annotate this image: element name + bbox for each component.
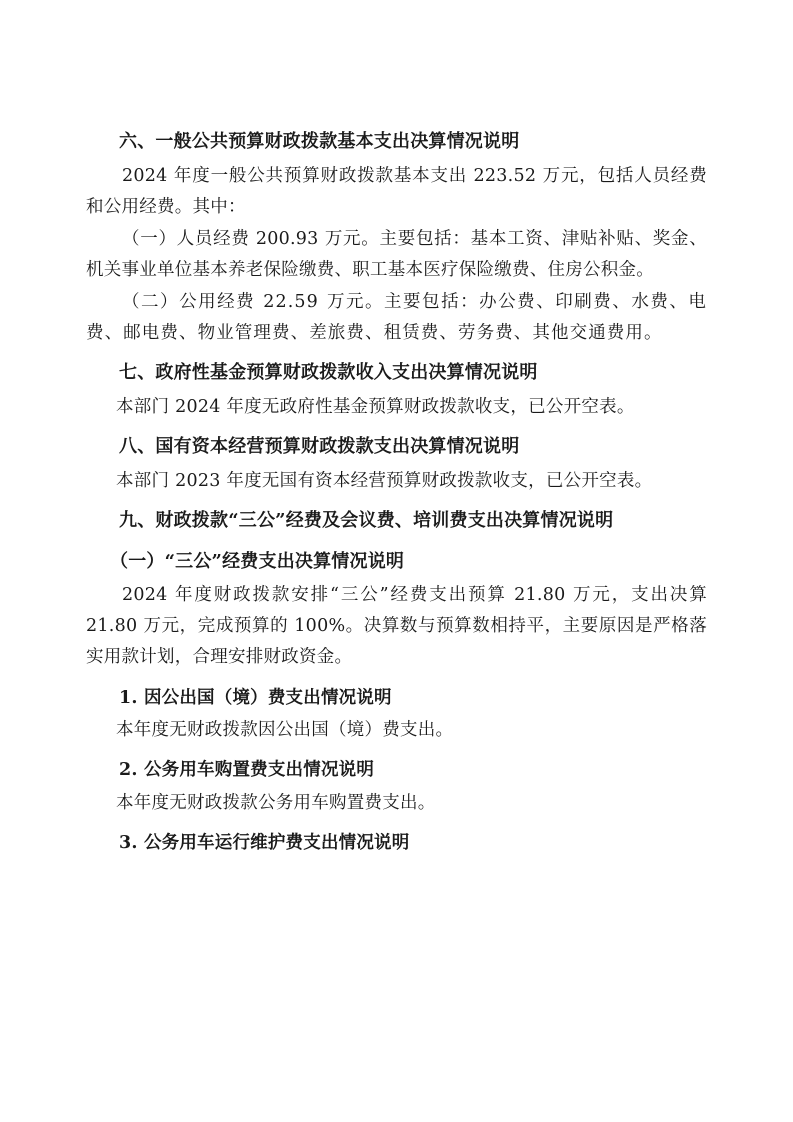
document-body <box>86 127 707 859</box>
section-heading-eight: 八、国有资本经营预算财政拨款支出决算情况说明 <box>119 436 520 458</box>
section-seven-paragraph: 本部门 2024 年度无政府性基金预算财政拨款收支，已公开空表。 <box>116 397 635 418</box>
section-nine-item-one-heading: 1. 因公出国（境）费支出情况说明 <box>119 687 392 708</box>
section-nine-subsection-one-paragraph: 2024 年度财政拨款安排“三公”经费支出预算 21.80 万元，支出决算 21.80 万元，完成预算的 100%。决算数与预算数相持平，主要原因是严格落实用款计划，合理安排财政资金。 <box>86 585 707 668</box>
section-heading-six: 六、一般公共预算财政拨款基本支出决算情况说明 <box>119 131 520 152</box>
section-six-paragraph-one: 2024 年度一般公共预算财政拨款基本支出 223.52 万元，包括人员经费和公用经费。其中： <box>86 165 707 217</box>
section-nine-item-one-paragraph: 本年度无财政拨款因公出国（境）费支出。 <box>116 720 454 741</box>
section-nine-item-two-heading: 2. 公务用车购置费支出情况说明 <box>119 760 375 781</box>
section-six-item-personnel-expenses: （一）人员经费 200.93 万元。主要包括：基本工资、津贴补贴、奖金、机关事业单位基本养老保险缴费、职工基本医疗保险缴费、住房公积金。 <box>86 228 707 281</box>
section-nine-item-two-paragraph: 本年度无财政拨款公务用车购置费支出。 <box>116 793 436 814</box>
section-eight-paragraph: 本部门 2023 年度无国有资本经营预算财政拨款收支，已公开空表。 <box>116 470 653 491</box>
section-six-item-public-expenses: （二）公用经费 22.59 万元。主要包括：办公费、印刷费、水费、电费、邮电费、物业管理费、差旅费、租赁费、劳务费、其他交通费用。 <box>86 292 707 344</box>
section-nine-subheading-one: （一）“三公”经费支出决算情况说明 <box>110 550 405 572</box>
section-heading-seven: 七、政府性基金预算财政拨款收入支出决算情况说明 <box>119 362 538 384</box>
section-nine-item-three-heading: 3. 公务用车运行维护费支出情况说明 <box>119 833 410 854</box>
section-heading-nine: 九、财政拨款“三公”经费及会议费、培训费支出决算情况说明 <box>119 509 614 531</box>
